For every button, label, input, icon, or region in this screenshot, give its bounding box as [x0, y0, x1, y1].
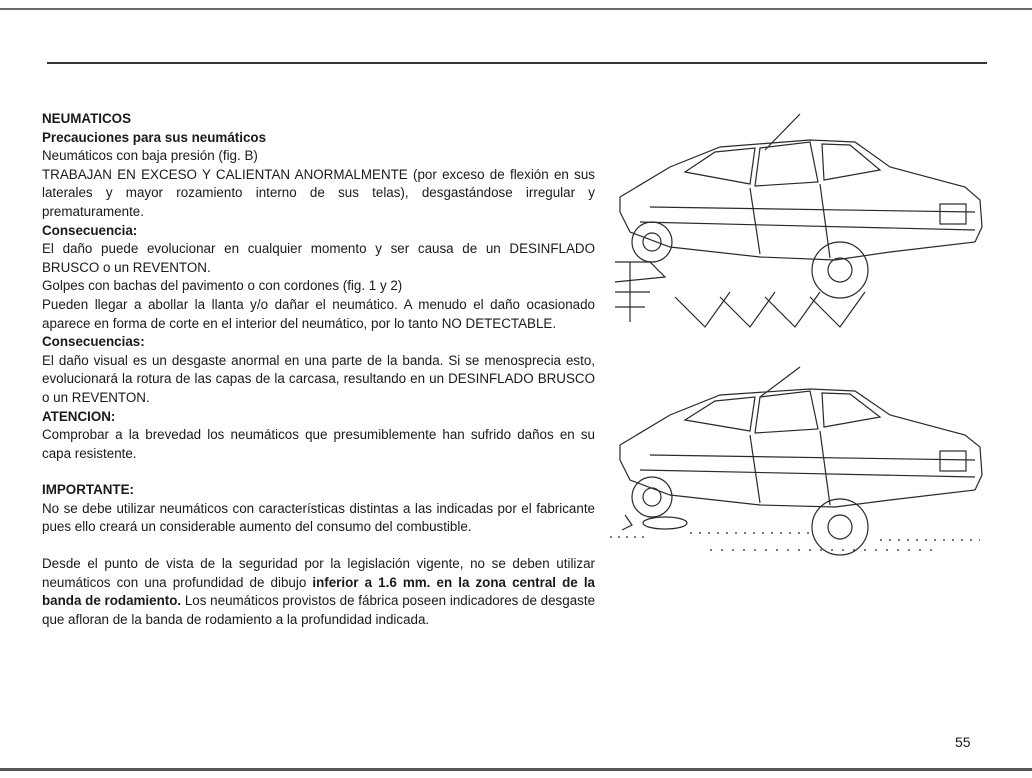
page-number: 55: [955, 734, 971, 750]
consequences-label: Consecuencias:: [42, 334, 145, 350]
figure-car-pothole-illustration: [610, 365, 990, 570]
bumps-description: Pueden llegar a abollar la llanta y/o dañar el neumático. A menudo el daño ocasionado aparece en forma de corte en el interior del neumático, por lo tanto NO DETECTABLE.: [42, 296, 595, 331]
consequences-text: El daño visual es un desgaste anormal en una parte de la banda. Si se menosprecia esto, evolucionará la rotura de las capas de la carcasa, resultando en un DESINFLADO BRUSCO o un REVENTON.: [42, 352, 595, 405]
figure-car-curb-illustration: [610, 112, 990, 332]
important-text: No se debe utilizar neumáticos con características distintas a las indicadas por el fabricante pues ello creará un considerable aumento del consumo del combustible.: [42, 500, 595, 535]
consequence-text: El daño puede evolucionar en cualquier momento y ser causa de un DESINFLADO BRUSCO o un REVENTON.: [42, 241, 595, 275]
legal-text-bold: inferior a 1.6 mm. en la zona central de la banda de rodamiento.: [42, 574, 595, 609]
legal-text-part2: Los neumáticos provistos de fábrica poseen indicadores de desgaste que afloran de la banda de rodamiento a la profundidad indicada.: [42, 593, 596, 627]
header-rule: [47, 62, 987, 64]
low-pressure-heading: Neumáticos con baja presión (fig. B): [42, 148, 258, 164]
important-label: IMPORTANTE:: [42, 482, 134, 498]
bottom-edge-rule: [0, 768, 1032, 771]
bumps-heading: Golpes con bachas del pavimento o con cordones (fig. 1 y 2): [42, 278, 403, 294]
section-title: NEUMATICOS: [42, 111, 132, 126]
top-edge-rule: [0, 8, 1032, 10]
consequence-label: Consecuencia:: [42, 222, 138, 238]
text-column: [42, 110, 595, 629]
attention-text: Comprobar a la brevedad los neumáticos que presumiblemente han sufrido daños en su capa resistente.: [42, 427, 595, 461]
low-pressure-description: TRABAJAN EN EXCESO Y CALIENTAN ANORMALMENTE (por exceso de flexión en sus laterales y mayor rozamiento interno de sus telas), desgastándose irregular y prematuramente.: [42, 166, 595, 219]
legal-paragraph: [42, 555, 595, 629]
legal-text-part1: Desde el punto de vista de la seguridad por la legislación vigente, no se deben utilizar neumáticos con una profundidad de dibujo: [42, 556, 595, 590]
subtitle: Precauciones para sus neumáticos: [42, 129, 267, 145]
attention-label: ATENCION:: [42, 408, 116, 424]
